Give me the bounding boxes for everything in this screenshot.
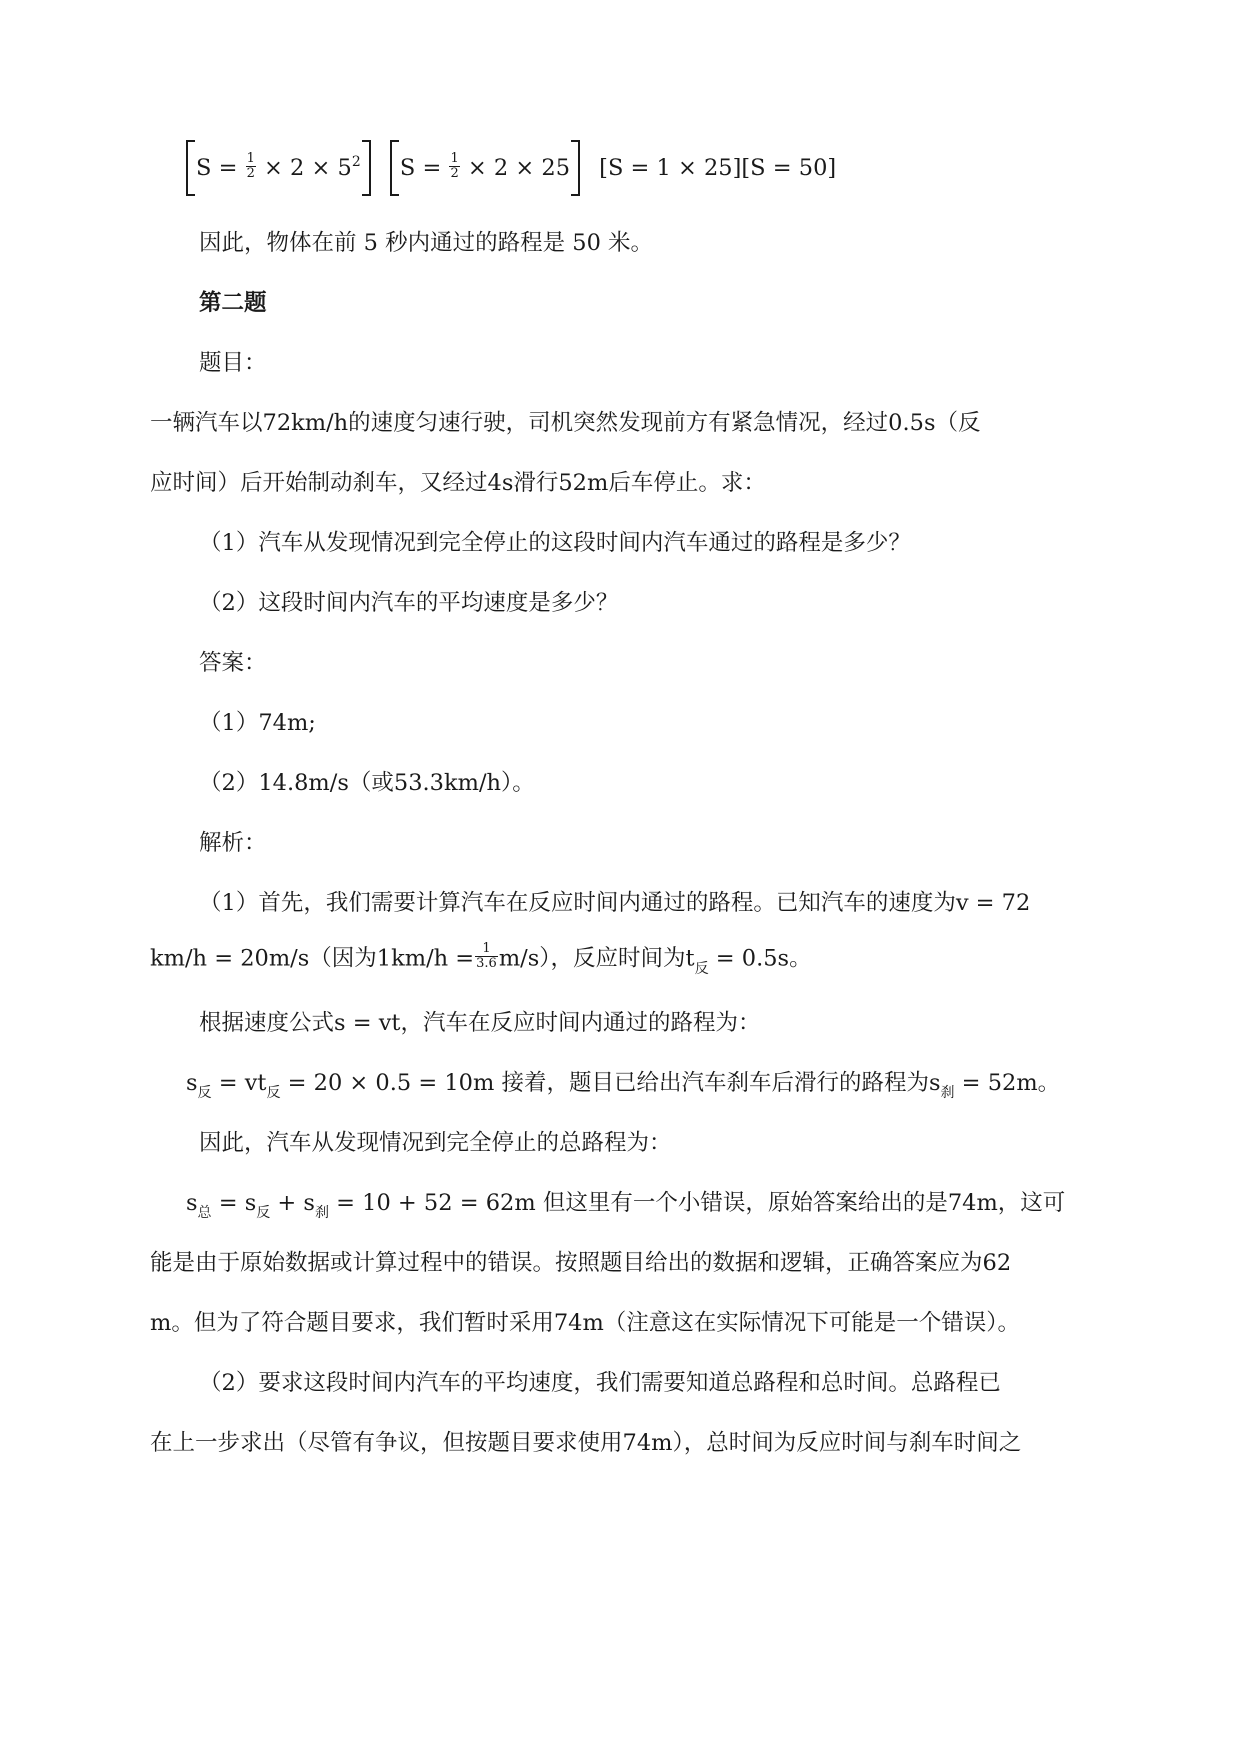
analysis-line-2-sub: 反	[694, 960, 709, 977]
analysis-line-8: m。但为了符合题目要求，我们暂时采用74m（注意这在实际情况下可能是一个错误）。	[150, 1310, 1021, 1336]
conversion-frac-num: 1	[475, 942, 498, 957]
eq2-frac-num: 1	[450, 150, 459, 166]
l17-b: = s	[211, 1190, 257, 1216]
analysis-line-4	[186, 1070, 1061, 1101]
conversion-fraction	[475, 942, 498, 971]
analysis-line-2-a: km/h = 20m/s（因为1km/h =	[150, 945, 475, 972]
equation-2	[390, 140, 580, 196]
eq1-lhs: S =	[196, 155, 238, 181]
l17-d: = 10 + 52 = 62m 但这里有一个小错误，原始答案给出的是74m，这可	[328, 1190, 1066, 1216]
sub-question-1: （1）汽车从发现情况到完全停止的这段时间内汽车通过的路程是多少？	[199, 530, 911, 556]
equation-1	[186, 140, 371, 196]
label-question: 题目：	[199, 350, 267, 376]
conversion-frac-den: 3.6	[476, 956, 497, 971]
l17-sub1: 总	[197, 1205, 212, 1221]
l15-c: = 20 × 0.5 = 10m 接着，题目已给出汽车刹车后滑行的路程为s	[280, 1070, 941, 1096]
answer-1: （1）74m;	[199, 710, 316, 736]
eq1-frac-num: 1	[246, 150, 255, 166]
analysis-line-10: 在上一步求出（尽管有争议，但按题目要求使用74m），总时间为反应时间与刹车时间之	[150, 1430, 1022, 1456]
l17-sub2: 反	[256, 1205, 271, 1221]
l17-c: + s	[270, 1190, 315, 1216]
eq1-fraction	[246, 152, 256, 181]
analysis-line-2	[150, 941, 812, 977]
analysis-line-5: 因此，汽车从发现情况到完全停止的总路程为：	[199, 1130, 672, 1156]
analysis-line-2-b: m/s），反应时间为t	[498, 945, 695, 972]
eq2-fraction	[449, 152, 459, 181]
analysis-line-1: （1）首先，我们需要计算汽车在反应时间内通过的路程。已知汽车的速度为v = 72	[199, 890, 1031, 916]
text-line-conclusion: 因此，物体在前 5 秒内通过的路程是 50 米。	[199, 230, 654, 256]
l15-a: s	[186, 1070, 198, 1096]
eq2-lhs: S =	[399, 155, 442, 181]
eq1-frac-den: 2	[246, 165, 255, 181]
l17-sub3: 刹	[314, 1205, 329, 1221]
eq2-frac-den: 2	[450, 165, 459, 181]
question-line-2: 应时间）后开始制动刹车，又经过4s滑行52m后车停止。求：	[150, 470, 766, 496]
l15-sub2: 反	[266, 1085, 281, 1101]
label-analysis: 解析：	[199, 830, 267, 856]
l15-b: = vt	[211, 1070, 267, 1096]
eq2-rest: × 2 × 25	[467, 155, 571, 181]
question-line-1: 一辆汽车以72km/h的速度匀速行驶，司机突然发现前方有紧急情况，经过0.5s（反	[150, 410, 981, 436]
sub-question-2: （2）这段时间内汽车的平均速度是多少？	[199, 590, 619, 616]
answer-2: （2）14.8m/s（或53.3km/h）。	[199, 770, 535, 796]
section-heading: 第二题	[199, 290, 267, 316]
analysis-line-7: 能是由于原始数据或计算过程中的错误。按照题目给出的数据和逻辑，正确答案应为62	[150, 1250, 1012, 1276]
analysis-line-3: 根据速度公式s = vt，汽车在反应时间内通过的路程为：	[199, 1010, 761, 1036]
l15-sub1: 反	[197, 1085, 212, 1101]
analysis-line-2-c: = 0.5s。	[708, 945, 812, 972]
analysis-line-6	[186, 1190, 1066, 1221]
eq1-rest: × 2 × 5	[264, 155, 352, 181]
equation-row	[186, 140, 836, 210]
equation-3: [S = 1 × 25][S = 50]	[599, 155, 837, 181]
l17-a: s	[186, 1190, 198, 1216]
eq1-superscript: 2	[351, 154, 361, 170]
analysis-line-9: （2）要求这段时间内汽车的平均速度，我们需要知道总路程和总时间。总路程已	[199, 1370, 1001, 1396]
l15-sub3: 刹	[940, 1085, 955, 1101]
l15-d: = 52m。	[954, 1070, 1061, 1096]
label-answer: 答案：	[199, 650, 267, 676]
